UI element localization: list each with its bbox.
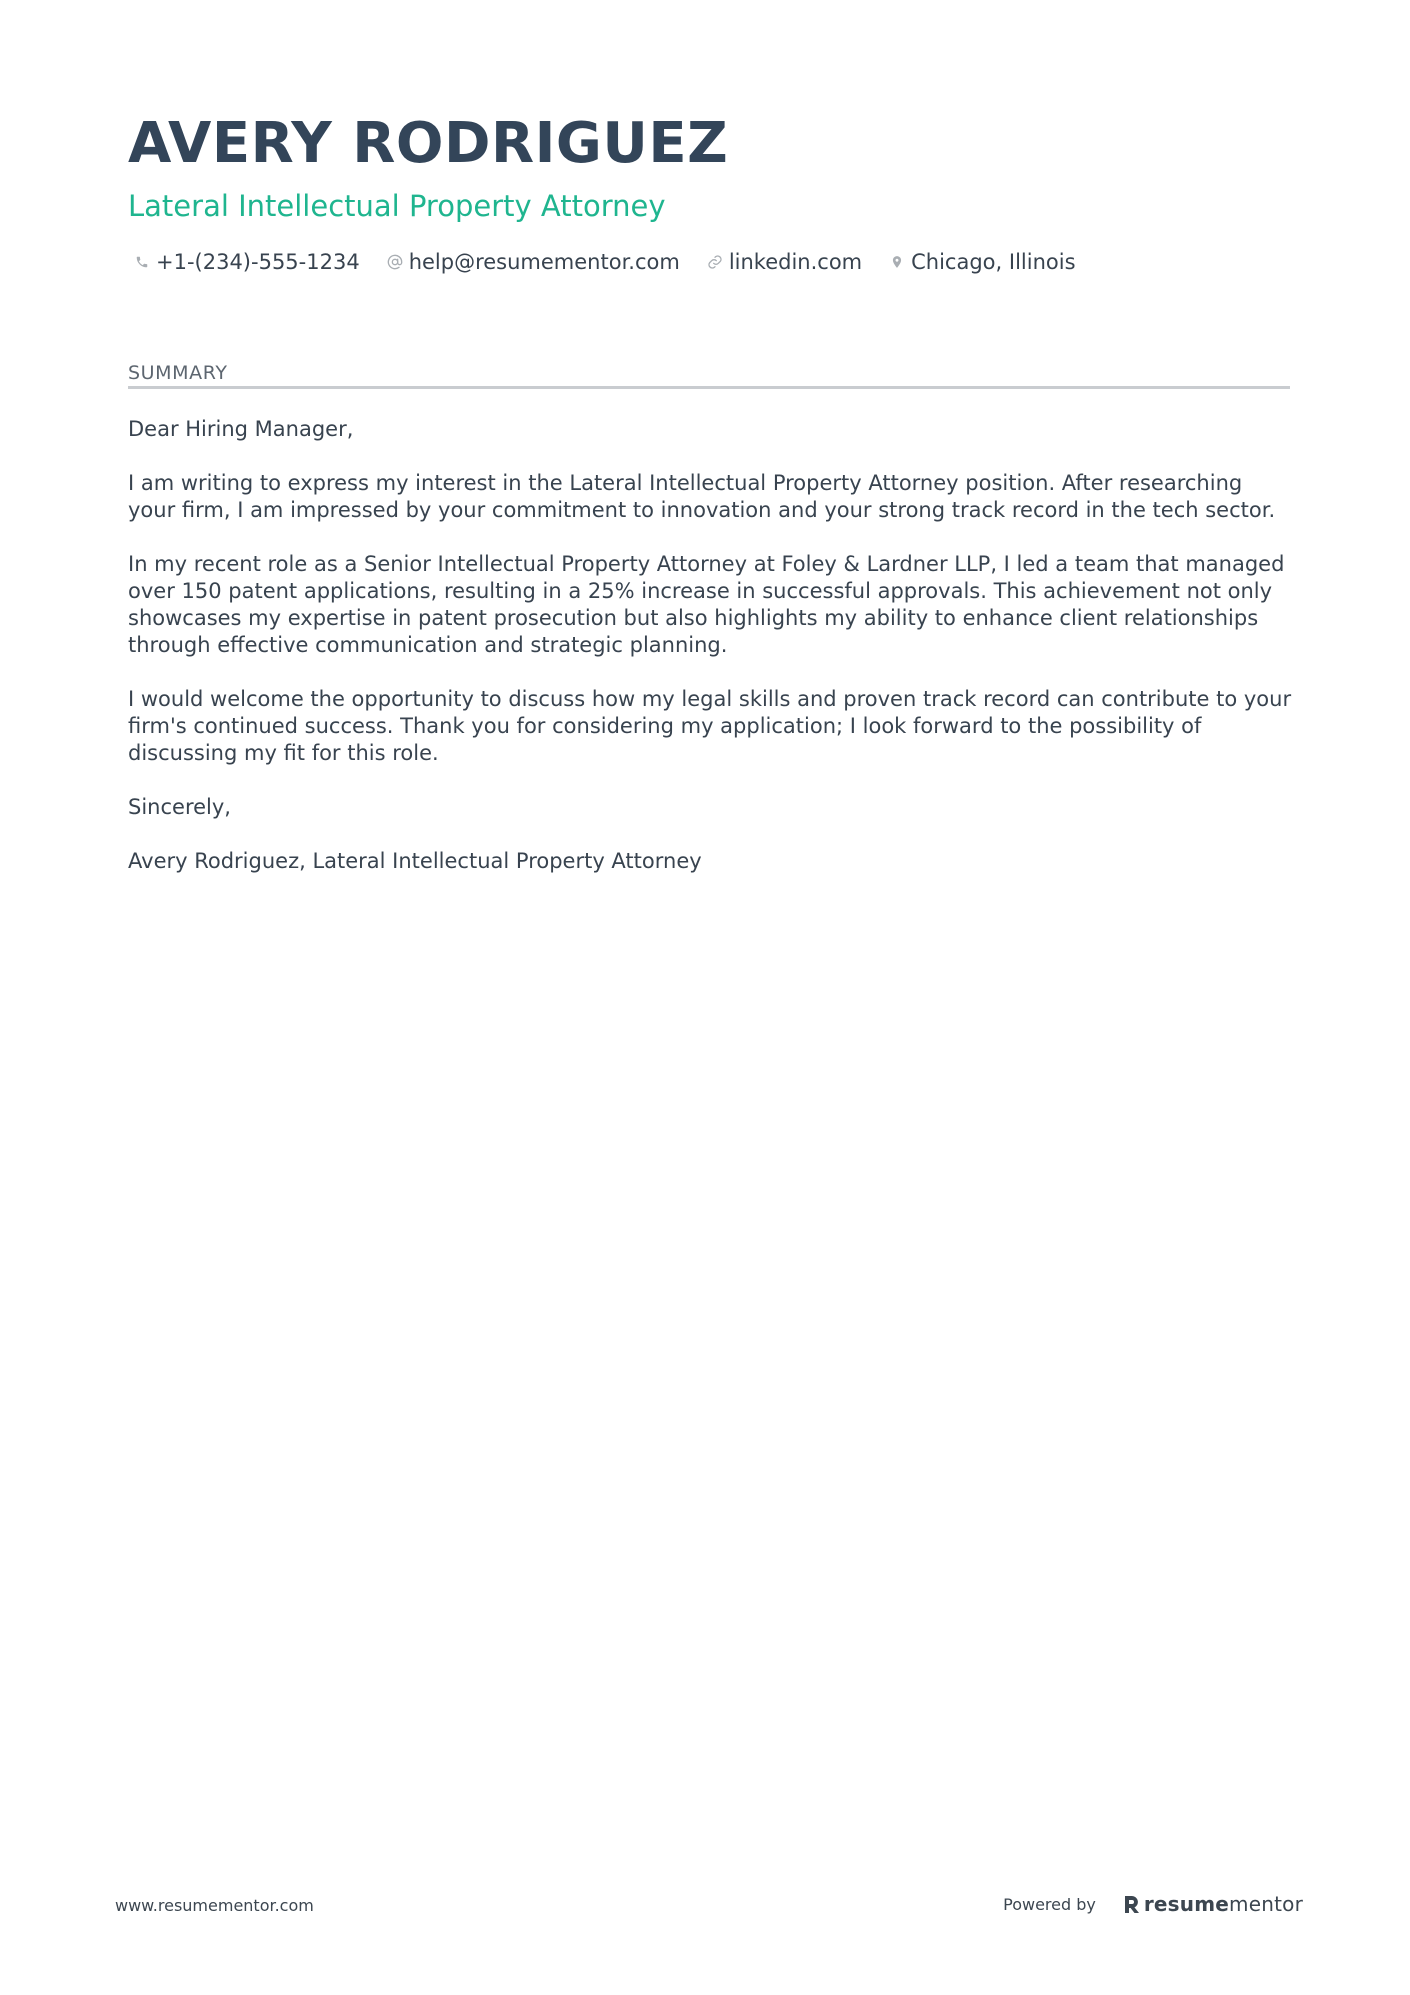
link-icon [707, 252, 723, 272]
candidate-name: AVERY RODRIGUEZ [128, 111, 729, 176]
brand-wordmark-light: mentor [1229, 1892, 1303, 1916]
location-pin-icon [889, 252, 905, 272]
section-heading: SUMMARY [128, 362, 228, 384]
contact-email [387, 250, 680, 274]
phone-icon [134, 252, 150, 272]
signature: Avery Rodriguez, Lateral Intellectual Property Attorney [128, 849, 702, 873]
footer-branding [1003, 1890, 1303, 1918]
resumementor-logo-icon [1124, 1894, 1140, 1914]
brand-wordmark-strong: resume [1143, 1892, 1230, 1916]
letter-paragraph: I am writing to express my interest in the Lateral Intellectual Property Attorney position. After researching your firm, I am impressed by your commitment to innovation and your strong track record in the tech sector. [128, 471, 1276, 522]
closing: Sincerely, [128, 795, 231, 819]
resumementor-logo[interactable] [1124, 1892, 1303, 1916]
contact-location [889, 250, 1075, 274]
letter-paragraph: In my recent role as a Senior Intellectual Property Attorney at Foley & Lardner LLP, I led a team that managed over 150 patent applications, resulting in a 25% increase in successful approvals. This achievement not only showcases my expertise in patent prosecution but also highlights my ability to enhance client relationships through effective communication and strategic planning. [128, 552, 1285, 657]
contact-linkedin [707, 250, 862, 274]
at-icon [387, 252, 403, 272]
letter-paragraph: I would welcome the opportunity to discuss how my legal skills and proven track record can contribute to your firm's continued success. Thank you for considering my application; I look forward to the possibility of discussing my fit for this role. [128, 687, 1292, 765]
linkedin-text: linkedin.com [728, 250, 863, 274]
footer-website-link[interactable]: www.resumementor.com [115, 1896, 314, 1915]
salutation: Dear Hiring Manager, [128, 417, 354, 441]
email-text: help@resumementor.com [408, 250, 680, 274]
contact-phone [134, 250, 360, 274]
brand-wordmark [1144, 1892, 1303, 1916]
cover-letter-body [128, 416, 1294, 902]
section-divider [128, 386, 1290, 389]
powered-by-label: Powered by [1003, 1894, 1096, 1914]
contact-bar [134, 244, 1103, 280]
job-title: Lateral Intellectual Property Attorney [128, 189, 666, 223]
location-text: Chicago, Illinois [911, 250, 1076, 274]
phone-text: +1-(234)-555-1234 [156, 250, 360, 274]
